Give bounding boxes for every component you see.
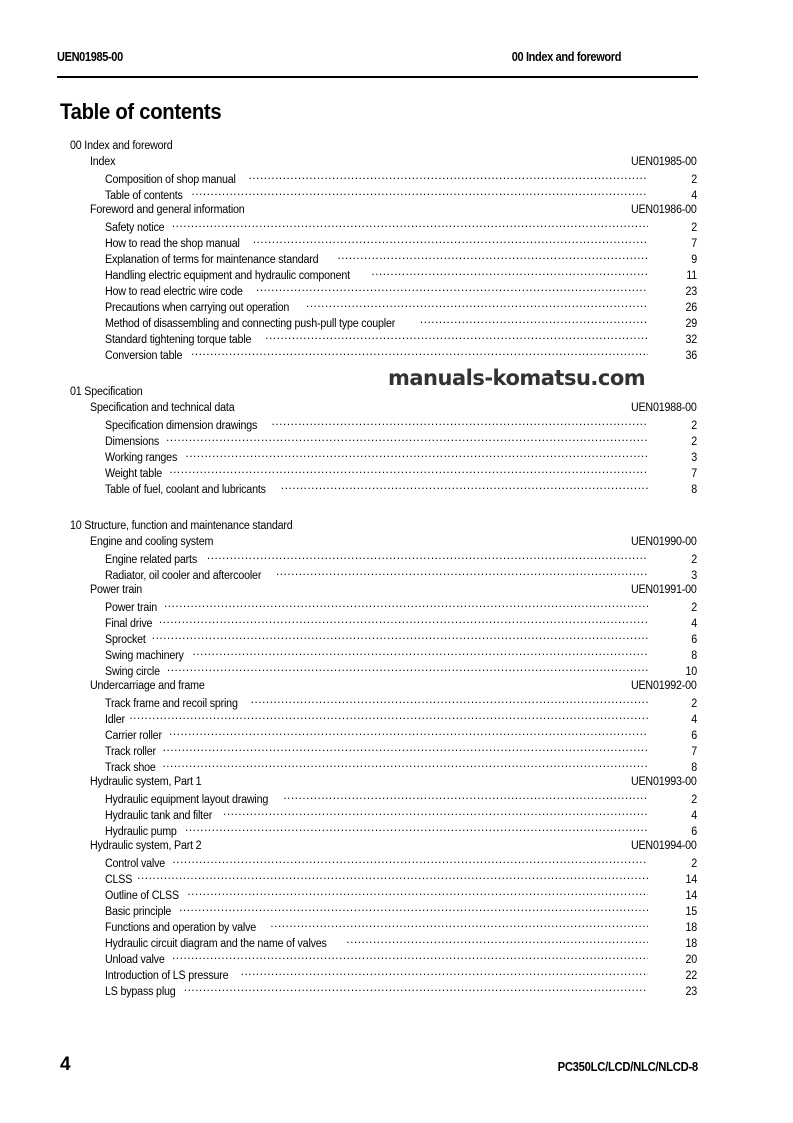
dot-leader [152,630,648,643]
toc-entry-page-number: 6 [691,826,698,838]
toc-entry-row[interactable] [57,854,698,870]
toc-group-document-code: UEN01993-00 [631,776,697,788]
running-header [57,50,621,64]
toc-entry-row[interactable] [57,566,698,582]
toc-entry-row[interactable] [57,982,698,998]
toc-entry-row[interactable] [57,950,698,966]
toc-entry-row[interactable] [57,902,698,918]
toc-entry-label: Introduction of LS pressure [105,970,229,982]
toc-entry-label: LS bypass plug [105,986,176,998]
toc-group-document-code: UEN01991-00 [631,584,697,596]
page-title: Table of contents [60,99,222,124]
toc-entry-page-number: 15 [685,906,698,918]
toc-entry-label: Final drive [105,618,153,630]
toc-entry-row[interactable] [57,432,698,448]
dot-leader [207,550,648,563]
toc-section [57,138,698,362]
table-of-contents [57,138,698,998]
dot-leader [187,886,648,899]
toc-entry-row[interactable] [57,598,698,614]
toc-entry-page-number: 22 [685,970,698,982]
dot-leader [420,314,648,327]
toc-section [57,384,698,496]
toc-entry-page-number: 3 [691,570,698,582]
toc-entry-row[interactable] [57,550,698,566]
toc-entry-row[interactable] [57,234,698,250]
toc-entry-label: Explanation of terms for maintenance standard [105,254,319,266]
dot-leader [184,982,648,995]
toc-group-document-code: UEN01988-00 [631,402,697,414]
toc-entry-page-number: 7 [691,468,698,480]
toc-entry-label: Composition of shop manual [105,174,236,186]
toc-entry-label: Standard tightening torque table [105,334,252,346]
toc-entry-label: Track frame and recoil spring [105,698,238,710]
toc-entry-row[interactable] [57,710,698,726]
toc-entry-page-number: 9 [691,254,698,266]
toc-entry-label: Safety notice [105,222,165,234]
dot-leader [249,170,648,183]
toc-group-label: Specification and technical data [90,402,235,414]
toc-entry-row[interactable] [57,822,698,838]
toc-entry-row[interactable] [57,694,698,710]
dot-leader [193,646,648,659]
dot-leader [337,250,648,263]
toc-entry-row[interactable] [57,448,698,464]
toc-entry-label: How to read electric wire code [105,286,243,298]
toc-entry-label: Dimensions [105,436,160,448]
toc-group-document-code: UEN01986-00 [631,204,697,216]
toc-entry-label: Weight table [105,468,163,480]
toc-entry-label: Hydraulic circuit diagram and the name of valves [105,938,327,950]
toc-entry-page-number: 4 [691,190,698,202]
toc-group-label: Undercarriage and frame [90,680,205,692]
dot-leader [159,614,648,627]
dot-leader [192,186,648,199]
toc-group-label: Hydraulic system, Part 2 [90,840,202,852]
toc-entry-label: Conversion table [105,350,183,362]
toc-entry-page-number: 18 [685,922,698,934]
toc-group-row[interactable] [57,678,698,694]
dot-leader [186,448,648,461]
toc-entry-label: Hydraulic pump [105,826,177,838]
toc-section-heading-label: 00 Index and foreword [70,140,173,152]
toc-entry-row[interactable] [57,870,698,886]
toc-section-heading[interactable] [57,138,698,154]
toc-entry-page-number: 2 [691,858,698,870]
toc-entry-page-number: 2 [691,174,698,186]
toc-group-document-code: UEN01990-00 [631,536,697,548]
toc-entry-label: Basic principle [105,906,172,918]
dot-leader [306,298,648,311]
toc-entry-label: Table of contents [105,190,183,202]
dot-leader [163,742,648,755]
toc-group-label: Index [90,156,116,168]
toc-entry-row[interactable] [57,934,698,950]
dot-leader [283,790,648,803]
toc-section-heading-label: 10 Structure, function and maintenance standard [70,520,293,532]
toc-entry-page-number: 6 [691,634,698,646]
toc-entry-label: Radiator, oil cooler and aftercooler [105,570,262,582]
toc-entry-label: Handling electric equipment and hydraulic component [105,270,350,282]
toc-group-document-code: UEN01985-00 [631,156,697,168]
toc-entry-page-number: 8 [691,650,698,662]
toc-entry-page-number: 36 [685,350,698,362]
toc-entry-label: How to read the shop manual [105,238,240,250]
dot-leader [281,480,648,493]
toc-section-heading-label: 01 Specification [70,386,143,398]
toc-entry-page-number: 4 [691,618,698,630]
toc-entry-page-number: 3 [691,452,698,464]
footer-model-name: PC350LC/LCD/NLC/NLCD-8 [557,1060,698,1074]
toc-group-document-code: UEN01992-00 [631,680,697,692]
toc-group-row[interactable] [57,582,698,598]
toc-group-label: Hydraulic system, Part 1 [90,776,202,788]
toc-group-row[interactable] [57,202,698,218]
toc-entry-page-number: 8 [691,484,698,496]
toc-entry-label: Control valve [105,858,165,870]
toc-entry-row[interactable] [57,464,698,480]
dot-leader [164,598,648,611]
toc-entry-page-number: 6 [691,730,698,742]
toc-entry-page-number: 32 [685,334,698,346]
dot-leader [162,758,648,771]
toc-entry-page-number: 10 [685,666,698,678]
toc-entry-label: CLSS [105,874,133,886]
toc-entry-page-number: 23 [685,286,698,298]
toc-entry-row[interactable] [57,630,698,646]
toc-group-label: Foreword and general information [90,204,245,216]
toc-group-row[interactable] [57,838,698,854]
dot-leader [137,870,648,883]
toc-entry-label: Carrier roller [105,730,162,742]
header-section-title: 00 Index and foreword [511,50,622,64]
toc-entry-page-number: 14 [685,874,698,886]
toc-entry-row[interactable] [57,790,698,806]
toc-entry-row[interactable] [57,758,698,774]
toc-entry-label: Working ranges [105,452,178,464]
toc-entry-page-number: 14 [685,890,698,902]
toc-group-document-code: UEN01994-00 [631,840,697,852]
site-watermark: manuals-komatsu.com [388,366,646,390]
dot-leader [346,934,648,947]
dot-leader [241,966,648,979]
dot-leader [272,416,648,429]
toc-entry-page-number: 4 [691,714,698,726]
dot-leader [371,266,648,279]
header-rule [57,76,698,78]
toc-entry-row[interactable] [57,480,698,496]
toc-entry-page-number: 4 [691,810,698,822]
toc-section [57,518,698,998]
toc-entry-row[interactable] [57,662,698,678]
toc-group-row[interactable] [57,774,698,790]
toc-entry-row[interactable] [57,918,698,934]
toc-entry-page-number: 2 [691,602,698,614]
dot-leader [253,234,648,247]
toc-entry-page-number: 2 [691,794,698,806]
toc-entry-row[interactable] [57,346,698,362]
dot-leader [169,726,648,739]
dot-leader [172,218,648,231]
toc-entry-row[interactable] [57,742,698,758]
dot-leader [166,432,648,445]
dot-leader [185,822,648,835]
toc-entry-page-number: 20 [685,954,698,966]
toc-entry-label: Swing circle [105,666,160,678]
toc-entry-row[interactable] [57,282,698,298]
toc-entry-label: Method of disassembling and connecting push-pull type coupler [105,318,396,330]
dot-leader [191,346,648,359]
dot-leader [256,282,648,295]
dot-leader [167,662,648,675]
toc-entry-page-number: 2 [691,222,698,234]
dot-leader [265,330,648,343]
toc-entry-label: Idler [105,714,125,726]
toc-group-row[interactable] [57,154,698,170]
toc-entry-row[interactable] [57,250,698,266]
toc-entry-row[interactable] [57,416,698,432]
dot-leader [223,806,648,819]
toc-entry-row[interactable] [57,614,698,630]
header-document-code: UEN01985-00 [57,50,123,64]
toc-entry-label: Track shoe [105,762,156,774]
toc-entry-page-number: 2 [691,698,698,710]
dot-leader [172,950,648,963]
toc-group-row[interactable] [57,534,698,550]
footer-page-number: 4 [60,1054,71,1075]
toc-entry-row[interactable] [57,218,698,234]
toc-entry-page-number: 11 [686,270,698,282]
toc-entry-page-number: 7 [691,746,698,758]
toc-entry-page-number: 26 [685,302,698,314]
toc-entry-label: Table of fuel, coolant and lubricants [105,484,266,496]
toc-entry-page-number: 23 [685,986,698,998]
toc-entry-page-number: 2 [691,420,698,432]
toc-entry-label: Sprocket [105,634,146,646]
toc-entry-row[interactable] [57,330,698,346]
toc-entry-label: Unload valve [105,954,165,966]
dot-leader [276,566,648,579]
toc-entry-label: Track roller [105,746,156,758]
toc-entry-row[interactable] [57,298,698,314]
toc-entry-label: Swing machinery [105,650,184,662]
toc-entry-row[interactable] [57,806,698,822]
toc-entry-page-number: 18 [685,938,698,950]
toc-entry-label: Power train [105,602,158,614]
toc-group-label: Power train [90,584,143,596]
toc-entry-page-number: 8 [691,762,698,774]
toc-entry-row[interactable] [57,314,698,330]
toc-entry-page-number: 29 [685,318,698,330]
toc-entry-page-number: 7 [691,238,698,250]
toc-entry-row[interactable] [57,186,698,202]
toc-entry-row[interactable] [57,266,698,282]
toc-entry-label: Hydraulic equipment layout drawing [105,794,269,806]
dot-leader [169,464,648,477]
toc-entry-row[interactable] [57,726,698,742]
toc-group-row[interactable] [57,400,698,416]
toc-entry-row[interactable] [57,966,698,982]
dot-leader [270,918,648,931]
toc-entry-row[interactable] [57,170,698,186]
toc-entry-label: Functions and operation by valve [105,922,257,934]
toc-entry-row[interactable] [57,886,698,902]
toc-entry-row[interactable] [57,646,698,662]
toc-entry-label: Engine related parts [105,554,198,566]
toc-group-label: Engine and cooling system [90,536,214,548]
dot-leader [173,854,648,867]
toc-section-heading[interactable] [57,518,698,534]
toc-entry-page-number: 2 [691,554,698,566]
dot-leader [129,710,648,723]
toc-entry-label: Hydraulic tank and filter [105,810,213,822]
toc-entry-label: Outline of CLSS [105,890,179,902]
dot-leader [251,694,648,707]
dot-leader [179,902,648,915]
toc-entry-label: Specification dimension drawings [105,420,258,432]
toc-entry-label: Precautions when carrying out operation [105,302,290,314]
toc-entry-page-number: 2 [691,436,698,448]
